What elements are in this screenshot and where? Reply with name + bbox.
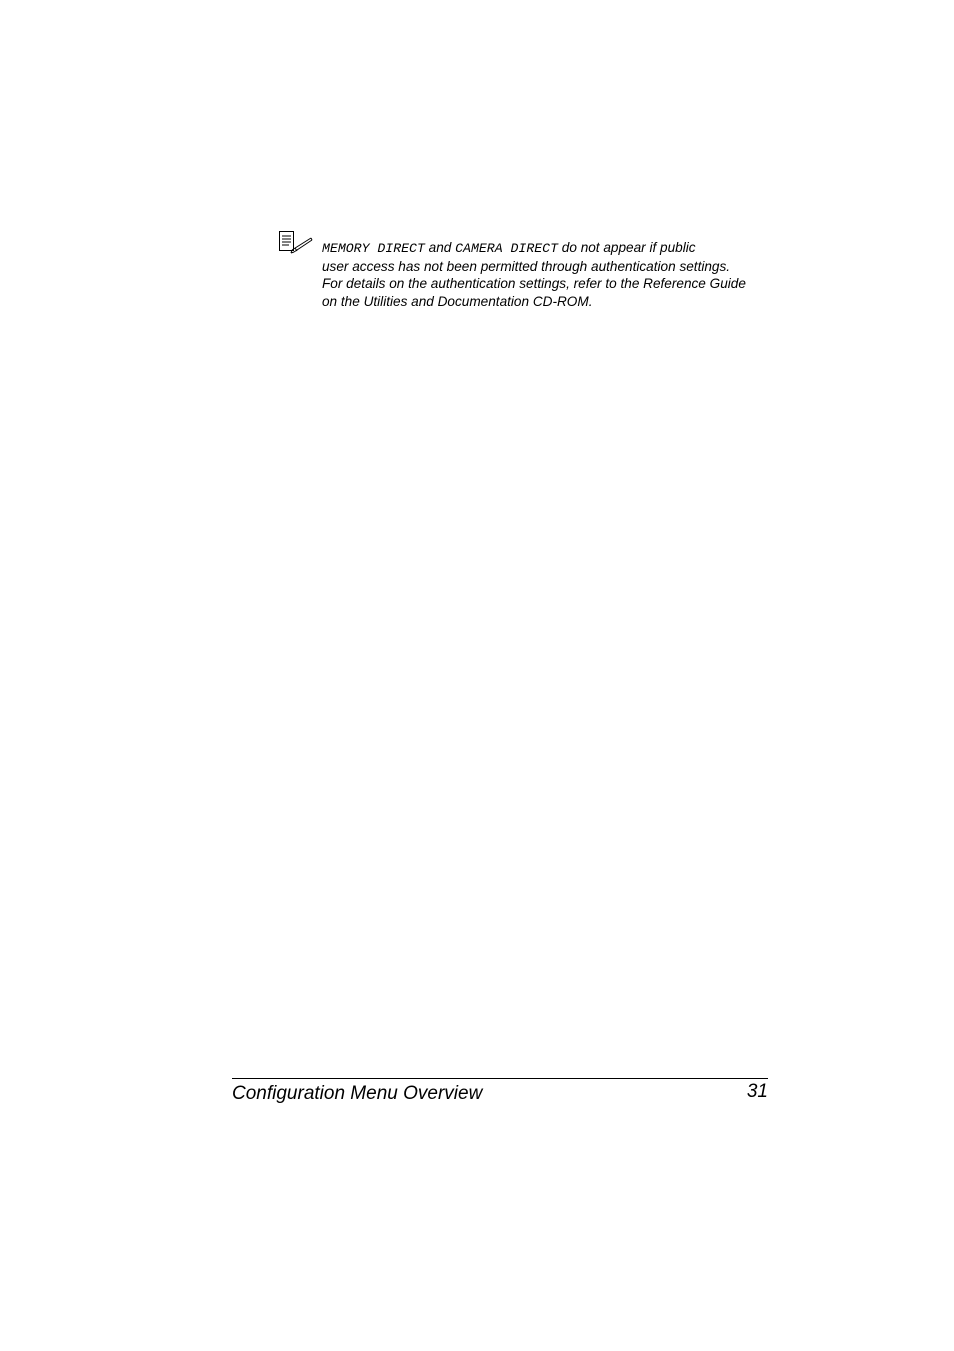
page-number: 31 bbox=[746, 1081, 768, 1102]
note-line-4: on the Utilities and Documentation CD-ROM. bbox=[322, 293, 593, 309]
footer-section-title: Configuration Menu Overview bbox=[232, 1083, 483, 1104]
footer-divider bbox=[232, 1078, 768, 1079]
note-line-3: For details on the authentication settings, refer to the Reference Guide bbox=[322, 276, 746, 292]
code-camera-direct: CAMERA DIRECT bbox=[455, 241, 559, 256]
note-line-1 bbox=[322, 239, 774, 258]
note-text bbox=[322, 239, 774, 310]
note-line-2: user access has not been permitted through authentication settings. bbox=[322, 258, 731, 274]
note-pencil-icon bbox=[278, 230, 314, 254]
note-line-1-tail: do not appear if public bbox=[558, 240, 696, 255]
code-memory-direct: MEMORY DIRECT bbox=[322, 241, 425, 256]
note-join: and bbox=[424, 240, 456, 255]
